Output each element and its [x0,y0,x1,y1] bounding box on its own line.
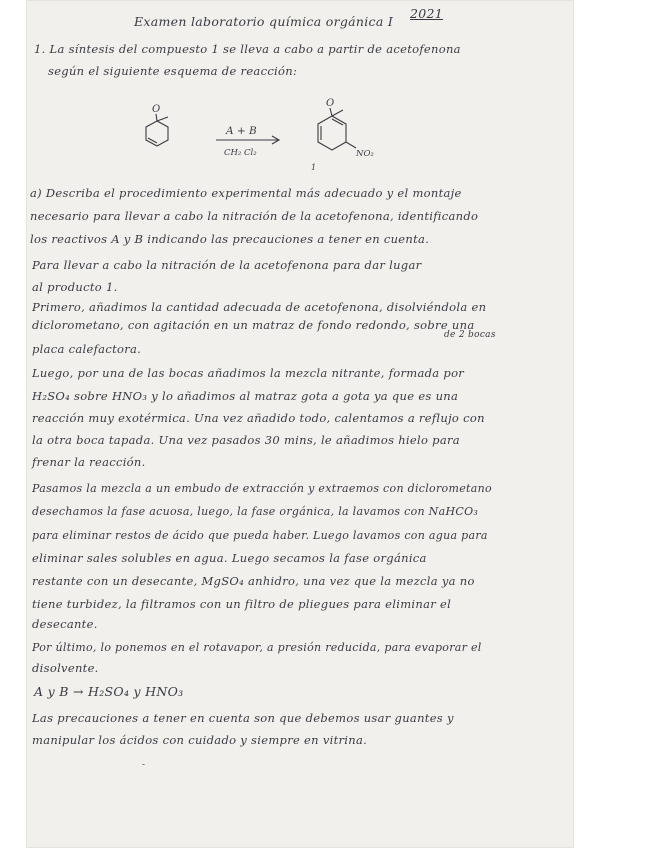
answer-line-18: Por último, lo ponemos en el rotavapor, a presión reducida, para evaporar el [32,641,482,654]
part-a-line-1: a) Describa el procedimiento experimental más adecuado y el montaje [30,186,462,200]
answer-line-7: H₂SO₄ sobre HNO₃ y lo añadimos al matraz gota a gota ya que es una [32,389,459,403]
stray-mark: - [142,760,146,770]
answer-line-21: Las precauciones a tener en cuenta son que debemos usar guantes y [32,711,454,725]
answer-line-8: reacción muy exotérmica. Una vez añadido todo, calentamos a reflujo con [32,411,485,425]
answer-line-11: Pasamos la mezcla a un embudo de extracción y extraemos con diclorometano [32,482,492,495]
solvent-label: CH₂ Cl₂ [224,148,257,158]
answer-line-17: desecante. [32,617,98,631]
product-1-structure [311,98,374,172]
answer-line-5: placa calefactora. [32,342,142,356]
reaction-scheme [26,92,574,182]
exam-sheet [26,0,574,848]
question-line-2: según el siguiente esquema de reacción: [48,64,298,78]
acetophenone-structure [146,104,168,146]
answer-line-3: Primero, añadimos la cantidad adecuada de acetofenona, disolviéndola en [32,300,487,314]
answer-line-4: diclorometano, con agitación en un matraz de fondo redondo, sobre una [32,318,475,332]
answer-line-22: manipular los ácidos con cuidado y siempre en vitrina. [32,733,368,747]
reaction-arrow [216,125,279,158]
answer-line-14: eliminar sales solubles en agua. Luego secamos la fase orgánica [32,551,427,565]
answer-line-1: Para llevar a cabo la nitración de la acetofenona para dar lugar [32,258,422,272]
exam-title: Examen laboratorio química orgánica I [134,14,394,29]
answer-line-16: tiene turbidez, la filtramos con un filtro de pliegues para eliminar el [32,597,452,611]
reagents-label: A + B [226,125,257,137]
exam-year: 2021 [410,6,444,21]
answer-line-13: para eliminar restos de ácido que pueda haber. Luego lavamos con agua para [32,529,488,542]
answer-line-15: restante con un desecante, MgSO₄ anhidro, una vez que la mezcla ya no [32,574,475,588]
answer-line-9: la otra boca tapada. Una vez pasados 30 mins, le añadimos hielo para [32,433,460,447]
acetophenone-carbonyl-o: O [152,104,161,115]
answer-annotation: de 2 bocas [444,330,496,340]
part-a-line-2: necesario para llevar a cabo la nitración de la acetofenona, identificando [30,209,479,223]
reactants-identification: A y B → H₂SO₄ y HNO₃ [34,684,184,699]
answer-line-19: disolvente. [32,661,99,675]
answer-line-6: Luego, por una de las bocas añadimos la mezcla nitrante, formada por [32,366,465,380]
part-a-line-3: los reactivos A y B indicando las precauciones a tener en cuenta. [30,232,430,246]
product-carbonyl-o: O [326,98,335,109]
question-line-1: 1. La síntesis del compuesto 1 se lleva a cabo a partir de acetofenona [34,42,461,56]
answer-line-12: desechamos la fase acuosa, luego, la fase orgánica, la lavamos con NaHCO₃ [32,505,479,518]
product-number-label: 1 [311,163,317,172]
nitro-group-label: NO₂ [356,149,374,159]
answer-line-2: al producto 1. [32,280,118,294]
answer-line-10: frenar la reacción. [32,455,146,469]
